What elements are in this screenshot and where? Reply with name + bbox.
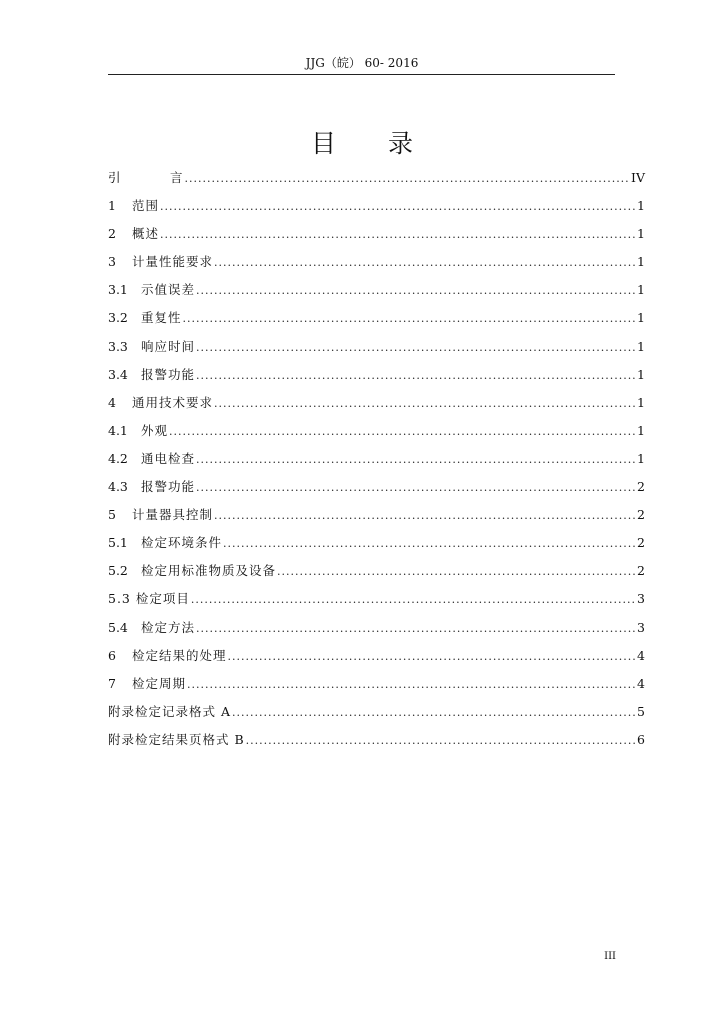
toc-entry-number: 3.2 xyxy=(108,310,128,326)
toc-entry-5[interactable] xyxy=(108,505,645,533)
toc-entry-appendix-b[interactable] xyxy=(108,730,645,758)
toc-entry-page: 6 xyxy=(637,731,645,747)
toc-entry-page: 2 xyxy=(637,507,645,523)
toc-leader-dots xyxy=(160,197,636,217)
toc-entry-5-4[interactable] xyxy=(108,618,645,646)
toc-entry-number: 5.4 xyxy=(108,619,128,635)
toc-entry-label: 报警功能 xyxy=(141,366,196,382)
toc-entry-page: 1 xyxy=(637,394,645,410)
toc-entry-number: 4 xyxy=(108,394,116,410)
toc-leader-dots xyxy=(214,253,636,273)
toc-entry-label: 示值误差 xyxy=(141,282,196,298)
table-of-contents xyxy=(108,168,645,758)
toc-entry-1[interactable] xyxy=(108,196,645,224)
toc-entry-5-3[interactable] xyxy=(108,589,645,617)
toc-entry-4-3[interactable] xyxy=(108,477,645,505)
toc-entry-5-2[interactable] xyxy=(108,561,645,589)
toc-leader-dots xyxy=(196,338,636,358)
toc-entry-number: 6 xyxy=(108,647,116,663)
toc-entry-number: 2 xyxy=(108,226,116,242)
toc-entry-page: 1 xyxy=(637,450,645,466)
toc-entry-label: 言 xyxy=(170,170,184,185)
toc-entry-page: 1 xyxy=(637,282,645,298)
toc-entry-3-4[interactable] xyxy=(108,365,645,393)
toc-entry-page: 3 xyxy=(637,619,645,635)
toc-entry-page: 1 xyxy=(637,422,645,438)
toc-entry-label: 附录检定结果页格式 B xyxy=(108,731,245,747)
toc-entry-label: 通用技术要求 xyxy=(132,394,214,410)
toc-title: 目 录 xyxy=(311,129,435,158)
toc-entry-3[interactable] xyxy=(108,252,645,280)
toc-entry-6[interactable] xyxy=(108,646,645,674)
toc-entry-intro[interactable] xyxy=(108,168,645,196)
toc-entry-label: 5.3 检定项目 xyxy=(108,591,190,607)
toc-entry-number: 1 xyxy=(108,198,116,214)
toc-entry-5-1[interactable] xyxy=(108,533,645,561)
toc-entry-number: 5.2 xyxy=(108,563,128,579)
toc-entry-label: 通电检查 xyxy=(141,450,196,466)
toc-entry-label: 检定用标准物质及设备 xyxy=(141,563,277,579)
toc-leader-dots xyxy=(232,703,636,723)
toc-entry-number: 4.3 xyxy=(108,479,128,495)
toc-leader-dots xyxy=(223,534,636,554)
toc-leader-dots xyxy=(214,506,636,526)
toc-leader-dots xyxy=(196,619,636,639)
toc-entry-page: 1 xyxy=(637,226,645,242)
running-header: JJG（皖） 60- 2016 xyxy=(305,56,419,70)
toc-entry-page: 1 xyxy=(637,338,645,354)
toc-leader-dots xyxy=(228,647,637,667)
toc-entry-3-2[interactable] xyxy=(108,308,645,336)
toc-entry-page: 1 xyxy=(637,254,645,270)
toc-entry-number: 引 xyxy=(108,170,121,185)
toc-entry-label: 响应时间 xyxy=(141,338,196,354)
toc-entry-2[interactable] xyxy=(108,224,645,252)
toc-entry-label: 外观 xyxy=(141,422,169,438)
toc-entry-number: 3.3 xyxy=(108,338,128,354)
toc-entry-number: 5.1 xyxy=(108,535,128,551)
toc-entry-page: IV xyxy=(631,170,645,185)
toc-leader-dots xyxy=(191,590,636,610)
toc-entry-3-1[interactable] xyxy=(108,280,645,308)
toc-entry-number: 3.4 xyxy=(108,366,128,382)
toc-entry-label: 报警功能 xyxy=(141,479,196,495)
header-rule xyxy=(108,74,615,75)
toc-leader-dots xyxy=(183,309,637,329)
toc-leader-dots xyxy=(246,731,636,751)
toc-entry-label: 检定结果的处理 xyxy=(132,647,227,663)
toc-entry-page: 1 xyxy=(637,310,645,326)
toc-entry-label: 检定环境条件 xyxy=(141,535,223,551)
toc-entry-page: 1 xyxy=(637,198,645,214)
toc-entry-label: 重复性 xyxy=(141,310,182,326)
toc-leader-dots xyxy=(196,366,636,386)
toc-entry-page: 3 xyxy=(637,591,645,607)
toc-entry-number: 7 xyxy=(108,675,116,691)
toc-entry-label: 附录检定记录格式 A xyxy=(108,703,232,719)
toc-entry-label: 检定周期 xyxy=(132,675,187,691)
toc-entry-label: 检定方法 xyxy=(141,619,196,635)
toc-entry-4-1[interactable] xyxy=(108,421,645,449)
toc-leader-dots xyxy=(196,450,636,470)
toc-leader-dots xyxy=(160,225,636,245)
toc-leader-dots xyxy=(196,478,636,498)
toc-leader-dots xyxy=(169,422,636,442)
toc-entry-page: 2 xyxy=(637,535,645,551)
toc-leader-dots xyxy=(277,562,636,582)
toc-entry-label: 范围 xyxy=(132,198,160,214)
toc-entry-appendix-a[interactable] xyxy=(108,702,645,730)
toc-entry-page: 2 xyxy=(637,479,645,495)
toc-entry-page: 1 xyxy=(637,366,645,382)
toc-entry-number: 3.1 xyxy=(108,282,128,298)
toc-entry-label: 计量性能要求 xyxy=(132,254,214,270)
toc-entry-number: 3 xyxy=(108,254,116,270)
toc-entry-7[interactable] xyxy=(108,674,645,702)
toc-entry-3-3[interactable] xyxy=(108,337,645,365)
toc-entry-number: 4.1 xyxy=(108,422,128,438)
toc-entry-label: 计量器具控制 xyxy=(132,507,214,523)
toc-entry-page: 4 xyxy=(637,675,645,691)
toc-entry-page: 4 xyxy=(637,647,645,663)
toc-entry-4-2[interactable] xyxy=(108,449,645,477)
toc-entry-label: 概述 xyxy=(132,226,160,242)
toc-leader-dots xyxy=(214,394,636,414)
page-number: III xyxy=(604,951,616,962)
toc-entry-number: 4.2 xyxy=(108,450,128,466)
toc-entry-number: 5 xyxy=(108,507,116,523)
toc-entry-page: 5 xyxy=(637,703,645,719)
toc-entry-page: 2 xyxy=(637,563,645,579)
toc-entry-4[interactable] xyxy=(108,393,645,421)
toc-leader-dots xyxy=(187,675,636,695)
toc-leader-dots xyxy=(185,169,631,189)
toc-leader-dots xyxy=(196,281,636,301)
